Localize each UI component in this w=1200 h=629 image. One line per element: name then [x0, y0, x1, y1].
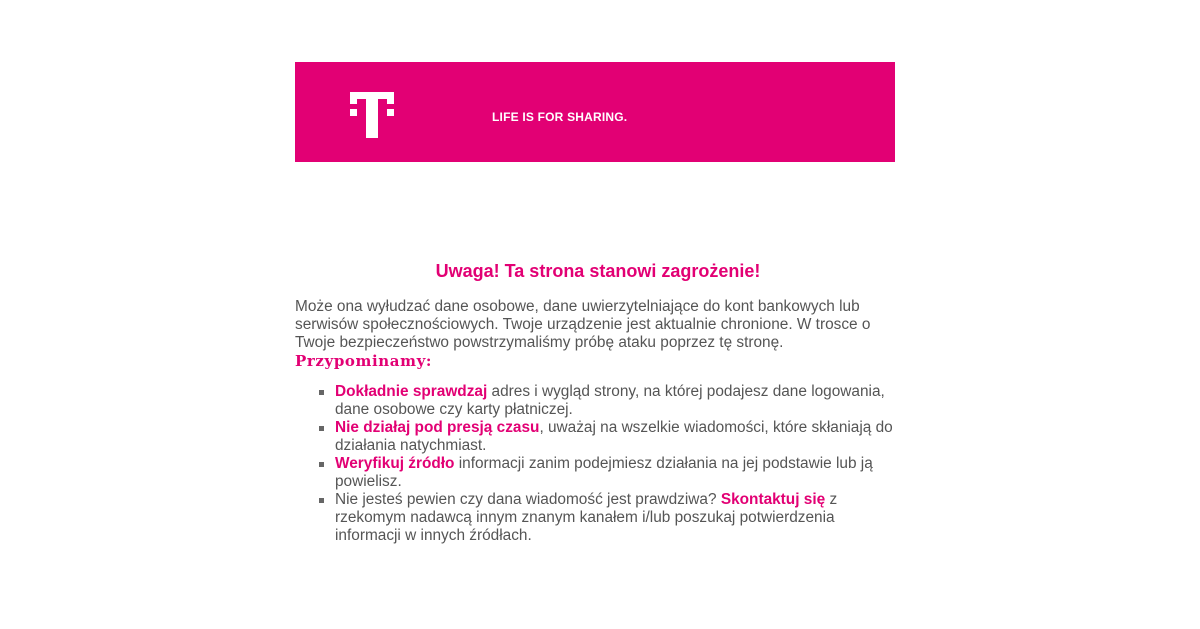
tip-pre: Nie jesteś pewien czy dana wiadomość jest prawdziwa?: [335, 491, 721, 508]
tip-item-contact-sender: [335, 491, 897, 545]
tip-highlight: Dokładnie sprawdzaj: [335, 383, 488, 400]
tip-item-no-pressure: [335, 419, 897, 455]
tip-post: informacji zanim podejmiesz działania na jej podstawie lub ją powielisz.: [335, 455, 873, 490]
tip-post: , uważaj na wszelkie wiadomości, które skłaniają do działania natychmiast.: [335, 419, 893, 454]
telekom-t-icon: [350, 92, 394, 138]
reminder-heading: Przypominamy:: [295, 352, 433, 370]
warning-title: Uwaga! Ta strona stanowi zagrożenie!: [435, 261, 761, 281]
tip-item-verify-address: [335, 383, 897, 419]
tip-item-verify-source: [335, 455, 897, 491]
tip-post: z rzekomym nadawcą innym znanym kanałem i/lub poszukaj potwierdzenia informacji w innych źródłach.: [335, 491, 838, 544]
warning-content: [295, 258, 897, 545]
tips-list: [295, 383, 897, 545]
warning-intro: Może ona wyłudzać dane osobowe, dane uwierzytelniające do kont bankowych lub serwisów społecznościowych. Twoje urządzenie jest aktualnie chronione. W trosce o Twoje bezpieczeństwo powstrzymaliśmy próbę ataku poprzez tę stronę.: [295, 298, 871, 351]
tip-highlight: Skontaktuj się: [720, 491, 826, 508]
tip-highlight: Nie działaj pod presją czasu: [335, 419, 540, 436]
tip-post: adres i wygląd strony, na której podajesz dane logowania, dane osobowe czy karty płatniczej.: [335, 383, 885, 418]
tip-highlight: Weryfikuj źródło: [335, 455, 455, 472]
brand-tagline: LIFE IS FOR SHARING.: [492, 110, 628, 124]
